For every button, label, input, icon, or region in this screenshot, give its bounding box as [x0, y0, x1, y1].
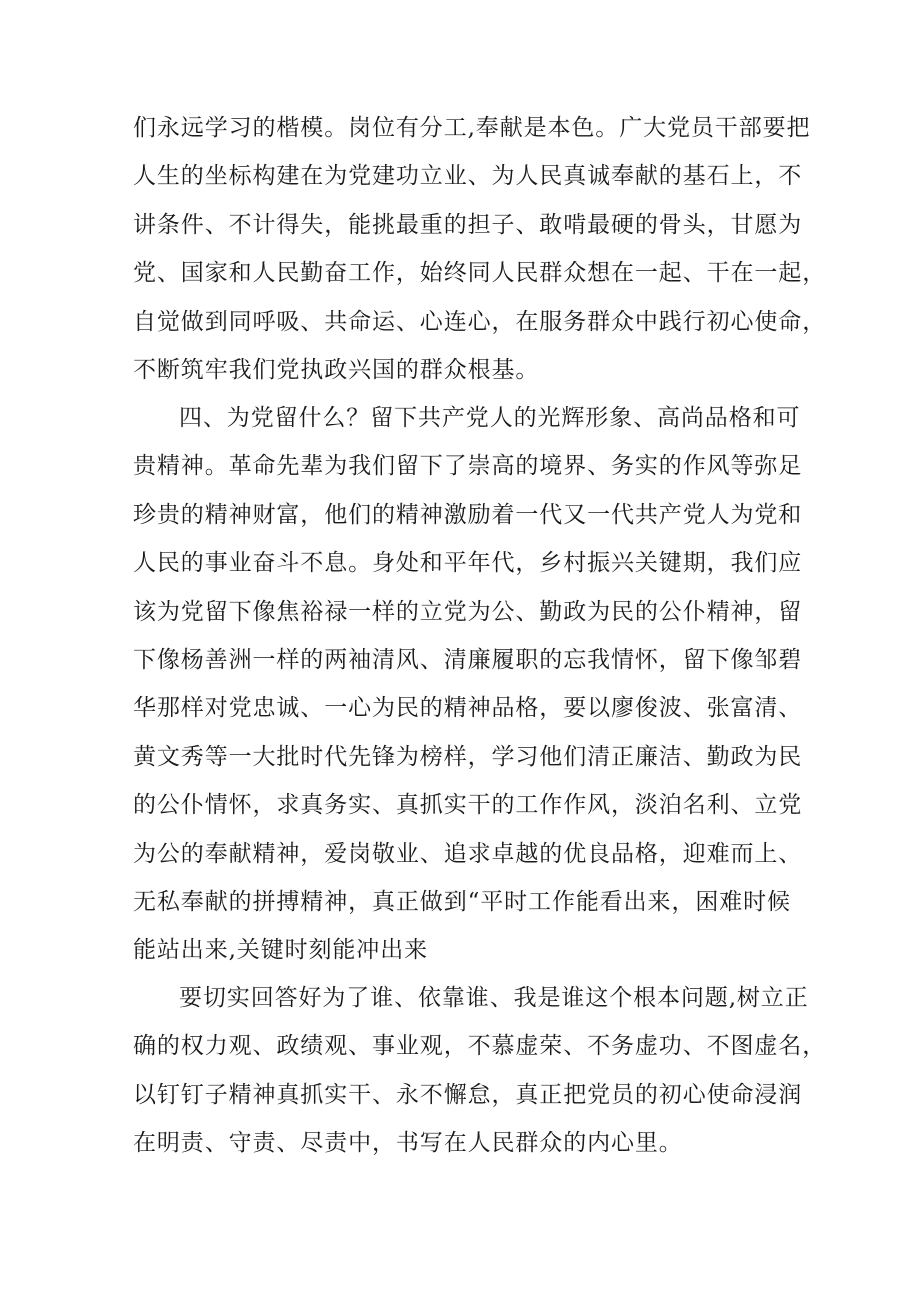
- paragraph-line: 讲条件、不计得失，能挑最重的担子、敢啃最硬的骨头，甘愿为: [133, 211, 803, 238]
- paragraph-3: [133, 974, 827, 1168]
- paragraph-line: 下像杨善洲一样的两袖清风、清廉履职的忘我情怀，留下像邹碧: [133, 646, 803, 673]
- paragraph-line: 以钉钉子精神真抓实干、永不懈怠，真正把党员的初心使命浸润: [133, 1081, 803, 1108]
- paragraph-line: 党、国家和人民勤奋工作，始终同人民群众想在一起、干在一起，: [133, 260, 827, 287]
- paragraph-line: 黄文秀等一大批时代先锋为榜样，学习他们清正廉洁、勤政为民: [133, 743, 803, 770]
- paragraph-line: 人生的坐标构建在为党建功立业、为人民真诚奉献的基石上，不: [133, 163, 803, 190]
- paragraph-2: [133, 394, 803, 975]
- paragraph-line: 要切实回答好为了谁、依靠谁、我是谁这个根本问题,树立正: [179, 985, 809, 1011]
- paragraph-line: 为公的奉献精神，爱岗敬业、追求卓越的优良品格，迎难而上、: [133, 840, 803, 867]
- paragraph-line: 无私奉献的拼搏精神，真正做到“平时工作能看出来，困难时候: [133, 888, 791, 915]
- paragraph-1: [133, 104, 827, 394]
- paragraph-line: 确的权力观、政绩观、事业观，不慕虚荣、不务虚功、不图虚名，: [133, 1033, 827, 1060]
- paragraph-line: 在明责、守责、尽责中，书写在人民群众的内心里。: [133, 1130, 683, 1157]
- paragraph-line: 的公仆情怀，求真务实、真抓实干的工作作风，淡泊名利、立党: [133, 792, 803, 819]
- paragraph-line: 人民的事业奋斗不息。身处和平年代，乡村振兴关键期，我们应: [133, 550, 803, 577]
- paragraph-line: 贵精神。革命先辈为我们留下了崇高的境界、务实的作风等弥足: [133, 453, 803, 480]
- paragraph-line: 不断筑牢我们党执政兴国的群众根基。: [133, 356, 540, 383]
- paragraph-line: 华那样对党忠诚、一心为民的精神品格，要以廖俊波、张富清、: [133, 695, 803, 722]
- paragraph-line: 能站出来,关键时刻能冲出来: [133, 937, 429, 964]
- paragraph-line: 该为党留下像焦裕禄一样的立党为公、勤政为民的公仆精神，留: [133, 598, 803, 625]
- paragraph-line: 珍贵的精神财富，他们的精神激励着一代又一代共产党人为党和: [133, 501, 803, 528]
- paragraph-line: 四、为党留什么？留下共产党人的光辉形象、高尚品格和可: [179, 405, 801, 431]
- paragraph-line: 自觉做到同呼吸、共命运、心连心，在服务群众中践行初心使命，: [133, 308, 827, 335]
- paragraph-line: 们永远学习的楷模。岗位有分工,奉献是本色。广大党员干部要把: [133, 115, 811, 141]
